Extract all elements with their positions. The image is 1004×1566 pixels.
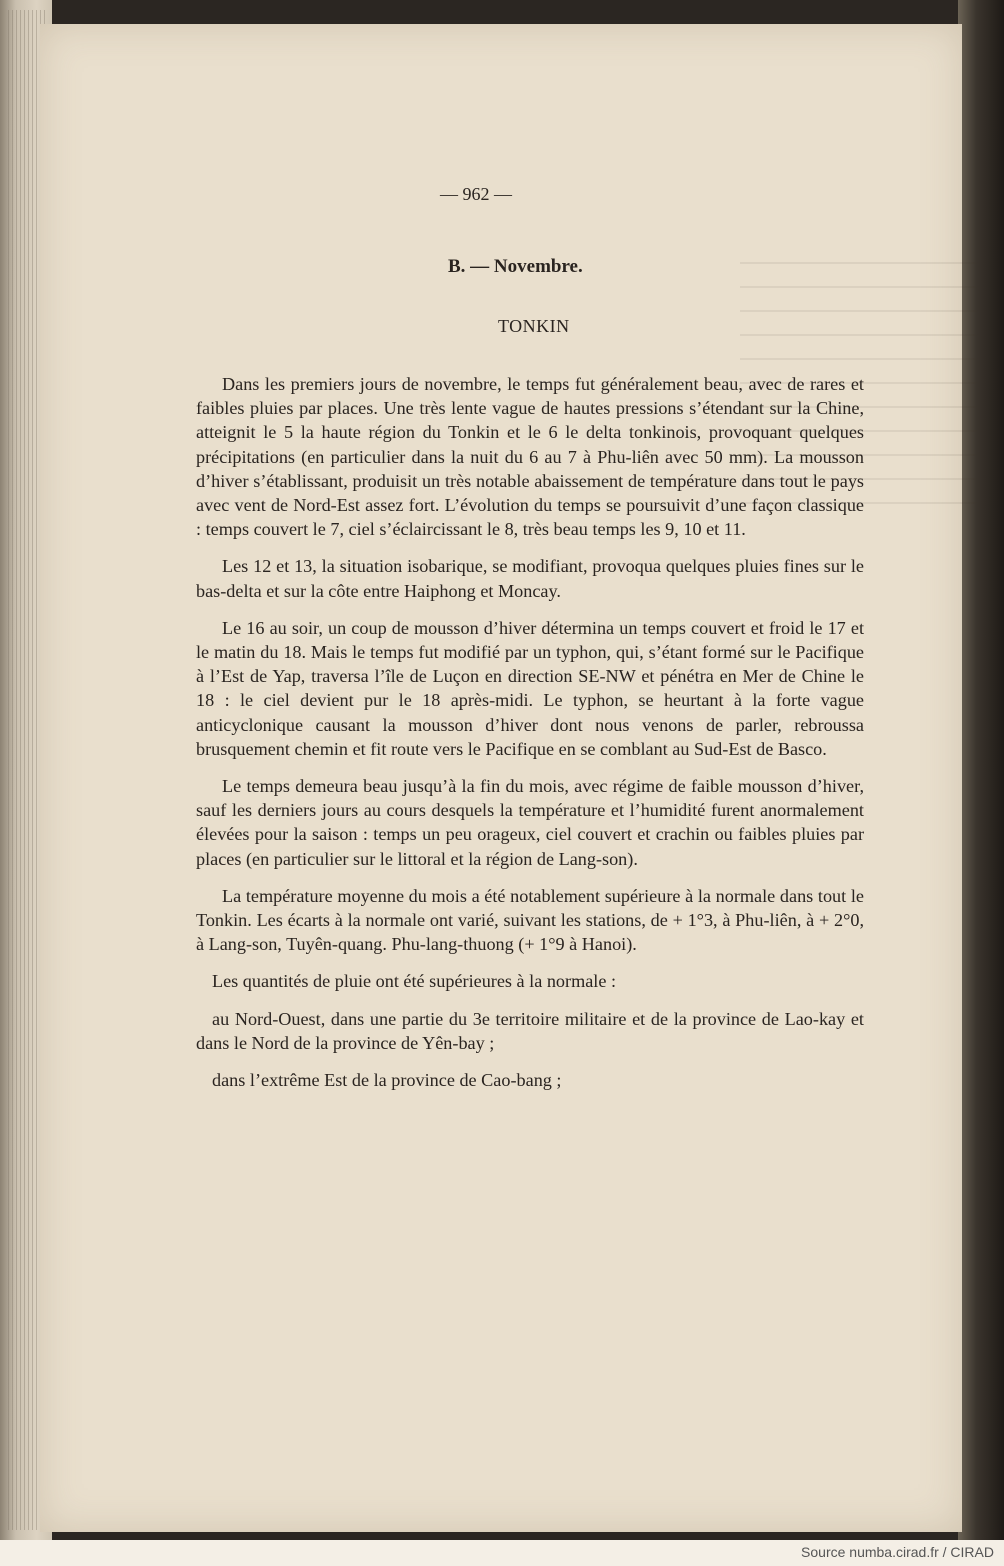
paragraph-8: dans l’extrême Est de la province de Cao-bang ; — [212, 1070, 562, 1091]
paragraph-5: La température moyenne du mois a été notablement supérieure à la normale dans tout le Tonkin. Les écarts à la normale ont varié, suivant les stations, de + 1°3, à Phu-liên, à + 2°0, à Lang-son, Tuyên-quang. Phu-lang-thuong (+ 1°9 à Hanoi). — [196, 885, 864, 955]
source-credit: Source numba.cirad.fr / CIRAD — [801, 1544, 994, 1560]
region-title: TONKIN — [498, 316, 570, 336]
paragraph-6: Les quantités de pluie ont été supérieures à la normale : — [212, 971, 617, 992]
page-number: — 962 — — [440, 184, 512, 204]
section-heading: B. — Novembre. — [448, 256, 583, 277]
paragraph-1: Dans les premiers jours de novembre, le temps fut généralement beau, avec de rares et faibles pluies par places. Une très lente vague de hautes pressions s’étendant sur la Chine, atteignit le 5 la haute région du Tonkin et le 6 le delta tonkinois, provoquant quelques précipitations (en particulier dans la nuit du 6 au 7 à Phu-liên avec 50 mm). La mousson d’hiver s’établissant, produisit un très notable abaissement de température dans tout le pays avec vent de Nord-Est assez fort. L’évolution du temps se poursuivit d’une façon classique : temps couvert le 7, ciel s’éclaircissant le 8, très beau temps les 9, 10 et 11. — [196, 374, 864, 540]
book-right-edge — [958, 0, 1004, 1540]
body-text — [196, 372, 864, 1105]
paragraph-4: Le temps demeura beau jusqu’à la fin du mois, avec régime de faible mousson d’hiver, sauf les derniers jours au cours desquels la température et l’humidité furent anormalement élevées pour la saison : temps un peu orageux, ciel couvert et crachin ou faibles pluies par places (en particulier sur le littoral et la région de Lang-son). — [196, 776, 864, 869]
paragraph-2: Les 12 et 13, la situation isobarique, se modifiant, provoqua quelques pluies fines sur le bas-delta et sur la côte entre Haiphong et Moncay. — [196, 556, 864, 601]
paragraph-3: Le 16 au soir, un coup de mousson d’hiver détermina un temps couvert et froid le 17 et le matin du 18. Mais le temps fut modifié par un typhon, qui, s’étant formé sur le Pacifique à l’Est de Yap, traversa l’île de Luçon en direction SE-NW et pénétra en Mer de Chine le 18 : le ciel devient pur le 18 après-midi. Le typhon, se heurtant à la forte vague anticyclonique causant la mousson d’hiver dont nous venons de parler, rebroussa brusquement chemin et fit route vers le Pacifique en se comblant au Sud-Est de Basco. — [196, 617, 864, 759]
paragraph-7: au Nord-Ouest, dans une partie du 3e territoire militaire et de la province de Lao-kay et dans le Nord de la province de Yên-bay ; — [196, 1008, 864, 1053]
